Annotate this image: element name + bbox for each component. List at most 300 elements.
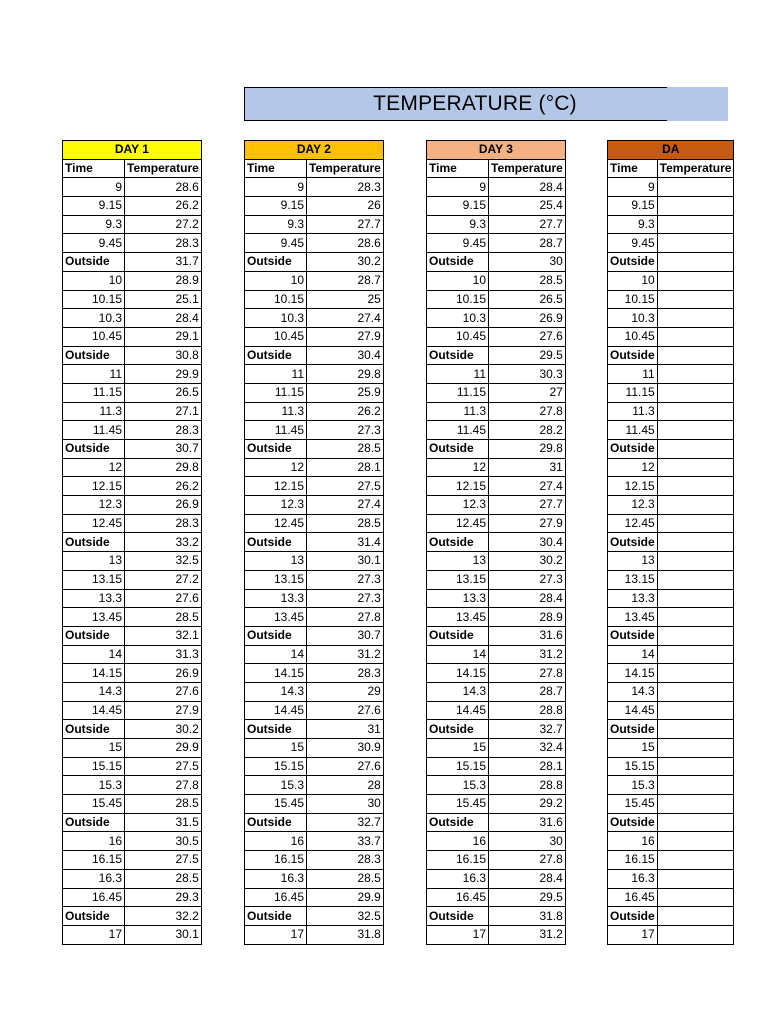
temperature-cell: 27.3 [489, 570, 566, 589]
table-row [63, 720, 202, 739]
time-cell: 15.3 [245, 776, 307, 795]
column-header-row [245, 159, 384, 178]
time-cell: 10.3 [427, 309, 489, 328]
time-cell: 16.3 [608, 869, 658, 888]
table-row [608, 309, 734, 328]
time-cell: 12.15 [63, 477, 125, 496]
temperature-cell: 27.5 [125, 757, 202, 776]
time-cell: 16 [427, 832, 489, 851]
table-row [608, 421, 734, 440]
time-cell: 13.45 [63, 608, 125, 627]
temperature-cell [657, 664, 734, 683]
time-cell: 12 [245, 458, 307, 477]
temperature-cell: 32.2 [125, 907, 202, 926]
table-row [427, 645, 566, 664]
time-cell: 14.3 [63, 682, 125, 701]
table-row [427, 215, 566, 234]
temperature-cell: 27.4 [489, 477, 566, 496]
temperature-cell: 32.4 [489, 739, 566, 758]
time-cell: 16.3 [245, 869, 307, 888]
temperature-cell: 31.5 [125, 813, 202, 832]
table-row [608, 682, 734, 701]
temperature-cell: 29.9 [307, 888, 384, 907]
time-cell: 10 [63, 271, 125, 290]
time-cell: 10.15 [608, 290, 658, 309]
time-cell: 13.45 [427, 608, 489, 627]
day-1-table-container [62, 140, 202, 945]
temperature-cell: 32.5 [307, 907, 384, 926]
table-row [608, 851, 734, 870]
temperature-cell [657, 346, 734, 365]
table-row [427, 514, 566, 533]
outside-label-cell: Outside [245, 533, 307, 552]
temperature-cell [657, 888, 734, 907]
temperature-cell [657, 869, 734, 888]
temperature-cell [657, 907, 734, 926]
time-cell: 16.45 [245, 888, 307, 907]
temperature-cell: 26.5 [125, 383, 202, 402]
time-cell: 16.45 [608, 888, 658, 907]
time-cell: 9 [63, 178, 125, 197]
temperature-cell: 29.5 [489, 888, 566, 907]
table-row [608, 477, 734, 496]
table-row [63, 869, 202, 888]
temperature-cell: 27.6 [125, 682, 202, 701]
time-cell: 9.3 [608, 215, 658, 234]
time-cell: 13 [63, 552, 125, 571]
time-cell: 11.15 [245, 383, 307, 402]
outside-label-cell: Outside [608, 533, 658, 552]
table-row [63, 496, 202, 515]
table-row [245, 776, 384, 795]
time-cell: 9.3 [63, 215, 125, 234]
temperature-cell: 29.9 [125, 739, 202, 758]
temperature-cell: 28.5 [125, 608, 202, 627]
temperature-cell: 28.3 [307, 178, 384, 197]
table-row [608, 552, 734, 571]
temperature-cell: 30.2 [307, 253, 384, 272]
temperature-cell: 28.8 [489, 701, 566, 720]
time-cell: 14 [427, 645, 489, 664]
time-cell: 14.3 [245, 682, 307, 701]
table-row [63, 440, 202, 459]
table-row [427, 383, 566, 402]
temperature-cell: 28.5 [307, 514, 384, 533]
table-row [427, 907, 566, 926]
table-row [63, 514, 202, 533]
time-cell: 12 [63, 458, 125, 477]
temperature-cell [657, 832, 734, 851]
temperature-cell [657, 178, 734, 197]
temperature-cell [657, 309, 734, 328]
time-cell: 17 [63, 925, 125, 944]
outside-label-cell: Outside [608, 253, 658, 272]
table-row [63, 253, 202, 272]
temperature-cell: 28.9 [489, 608, 566, 627]
table-row [427, 496, 566, 515]
temperature-cell: 28 [307, 776, 384, 795]
table-row [427, 664, 566, 683]
time-cell: 13.3 [63, 589, 125, 608]
day-header-row [427, 141, 566, 160]
day-2-table-container [244, 140, 384, 945]
time-column-header: Time [245, 159, 307, 178]
time-cell: 11 [427, 365, 489, 384]
time-cell: 10.45 [608, 327, 658, 346]
temperature-cell: 25.4 [489, 197, 566, 216]
temperature-cell: 25.1 [125, 290, 202, 309]
outside-label-cell: Outside [63, 813, 125, 832]
table-row [63, 645, 202, 664]
temperature-cell: 27.7 [489, 215, 566, 234]
temperature-cell [657, 645, 734, 664]
time-cell: 13.15 [63, 570, 125, 589]
temperature-column-header: Temperature [489, 159, 566, 178]
time-cell: 9.45 [427, 234, 489, 253]
temperature-cell: 28.4 [125, 309, 202, 328]
table-row [245, 514, 384, 533]
table-row [63, 290, 202, 309]
table-row [608, 346, 734, 365]
table-row [245, 608, 384, 627]
temperature-cell: 31.3 [125, 645, 202, 664]
temperature-cell: 28.5 [307, 440, 384, 459]
temperature-cell [657, 458, 734, 477]
day-3-table [426, 140, 566, 945]
table-row [427, 533, 566, 552]
table-row [245, 645, 384, 664]
table-row [245, 365, 384, 384]
temperature-cell: 27.8 [125, 776, 202, 795]
temperature-cell [657, 253, 734, 272]
temperature-cell: 32.7 [307, 813, 384, 832]
outside-label-cell: Outside [245, 440, 307, 459]
table-row [427, 757, 566, 776]
time-cell: 15.45 [245, 795, 307, 814]
temperature-cell [657, 440, 734, 459]
day-1-table [62, 140, 202, 945]
temperature-cell: 28.3 [307, 851, 384, 870]
temperature-cell: 27.5 [125, 851, 202, 870]
time-cell: 9.15 [608, 197, 658, 216]
time-cell: 17 [608, 925, 658, 944]
day-header-cell: DAY 2 [245, 141, 384, 160]
temperature-cell: 28.7 [307, 271, 384, 290]
table-row [608, 402, 734, 421]
table-row [608, 271, 734, 290]
outside-label-cell: Outside [63, 907, 125, 926]
time-cell: 12.15 [427, 477, 489, 496]
temperature-cell: 27.6 [307, 757, 384, 776]
time-cell: 12.45 [63, 514, 125, 533]
outside-label-cell: Outside [63, 533, 125, 552]
table-row [63, 402, 202, 421]
time-cell: 11.15 [63, 383, 125, 402]
time-cell: 14.15 [427, 664, 489, 683]
temperature-cell [657, 739, 734, 758]
table-row [608, 290, 734, 309]
table-row [427, 720, 566, 739]
outside-label-cell: Outside [427, 533, 489, 552]
temperature-column-header: Temperature [307, 159, 384, 178]
title-bar-extension [667, 87, 728, 121]
outside-label-cell: Outside [427, 720, 489, 739]
time-cell: 13.15 [245, 570, 307, 589]
table-row [63, 533, 202, 552]
table-row [427, 440, 566, 459]
day-header-row [245, 141, 384, 160]
table-row [608, 570, 734, 589]
table-row [63, 234, 202, 253]
time-cell: 16.45 [63, 888, 125, 907]
temperature-cell [657, 813, 734, 832]
temperature-cell: 28.9 [125, 271, 202, 290]
table-row [63, 664, 202, 683]
table-row [245, 253, 384, 272]
temperature-cell [657, 701, 734, 720]
temperature-cell: 27.8 [489, 851, 566, 870]
time-cell: 14.45 [608, 701, 658, 720]
time-cell: 14 [63, 645, 125, 664]
temperature-cell: 31.2 [307, 645, 384, 664]
temperature-cell: 27.2 [125, 570, 202, 589]
time-cell: 15 [63, 739, 125, 758]
temperature-cell [657, 197, 734, 216]
time-cell: 14.3 [427, 682, 489, 701]
table-row [427, 869, 566, 888]
temperature-cell [657, 608, 734, 627]
table-row [63, 888, 202, 907]
time-cell: 9 [427, 178, 489, 197]
table-row [608, 664, 734, 683]
temperature-cell: 28.7 [489, 234, 566, 253]
time-cell: 10.3 [245, 309, 307, 328]
temperature-cell [657, 496, 734, 515]
temperature-cell: 27.3 [307, 421, 384, 440]
table-row [63, 608, 202, 627]
table-row [63, 851, 202, 870]
table-row [608, 365, 734, 384]
table-row [245, 234, 384, 253]
temperature-cell: 27.4 [307, 309, 384, 328]
temperature-cell [657, 477, 734, 496]
time-cell: 14.15 [63, 664, 125, 683]
time-cell: 9.45 [245, 234, 307, 253]
day-header-cell: DA [608, 141, 734, 160]
table-row [608, 383, 734, 402]
table-row [245, 440, 384, 459]
table-row [427, 832, 566, 851]
table-row [245, 458, 384, 477]
temperature-cell: 27.9 [307, 327, 384, 346]
time-cell: 10.3 [63, 309, 125, 328]
temperature-cell [657, 365, 734, 384]
table-row [63, 327, 202, 346]
temperature-cell: 27.8 [489, 664, 566, 683]
outside-label-cell: Outside [427, 813, 489, 832]
table-row [427, 701, 566, 720]
temperature-cell: 27.8 [307, 608, 384, 627]
time-cell: 12.45 [608, 514, 658, 533]
outside-label-cell: Outside [608, 907, 658, 926]
temperature-cell: 28.3 [125, 421, 202, 440]
table-row [608, 327, 734, 346]
temperature-cell: 30 [489, 832, 566, 851]
table-row [245, 402, 384, 421]
time-cell: 11.45 [608, 421, 658, 440]
temperature-cell: 28.3 [125, 234, 202, 253]
time-cell: 11.45 [245, 421, 307, 440]
temperature-cell: 27.1 [125, 402, 202, 421]
time-cell: 14.15 [608, 664, 658, 683]
outside-label-cell: Outside [427, 440, 489, 459]
time-cell: 10 [608, 271, 658, 290]
temperature-cell [657, 290, 734, 309]
table-row [245, 477, 384, 496]
table-row [63, 907, 202, 926]
table-row [427, 795, 566, 814]
table-row [63, 365, 202, 384]
temperature-cell: 30.1 [125, 925, 202, 944]
table-row [63, 309, 202, 328]
table-row [63, 271, 202, 290]
table-row [608, 907, 734, 926]
time-cell: 13.15 [608, 570, 658, 589]
time-cell: 15.3 [63, 776, 125, 795]
table-row [608, 178, 734, 197]
time-cell: 10.15 [63, 290, 125, 309]
time-cell: 17 [245, 925, 307, 944]
table-row [608, 533, 734, 552]
table-row [427, 178, 566, 197]
temperature-cell: 27.5 [307, 477, 384, 496]
table-row [245, 664, 384, 683]
table-row [245, 832, 384, 851]
table-row [608, 253, 734, 272]
time-cell: 11.15 [427, 383, 489, 402]
time-cell: 14.15 [245, 664, 307, 683]
temperature-cell: 27.3 [307, 589, 384, 608]
table-row [427, 253, 566, 272]
table-row [245, 197, 384, 216]
time-cell: 11.3 [608, 402, 658, 421]
time-cell: 9.15 [63, 197, 125, 216]
table-row [245, 290, 384, 309]
temperature-cell: 31.8 [307, 925, 384, 944]
temperature-cell: 28.4 [489, 869, 566, 888]
time-cell: 15.15 [63, 757, 125, 776]
time-cell: 10.45 [245, 327, 307, 346]
table-row [427, 346, 566, 365]
temperature-cell [657, 421, 734, 440]
temperature-cell [657, 327, 734, 346]
temperature-cell: 27.6 [307, 701, 384, 720]
time-cell: 14.45 [245, 701, 307, 720]
table-row [608, 589, 734, 608]
table-row [427, 813, 566, 832]
table-row [608, 739, 734, 758]
table-row [427, 739, 566, 758]
temperature-cell: 28.5 [489, 271, 566, 290]
time-cell: 9.3 [427, 215, 489, 234]
table-row [427, 197, 566, 216]
temperature-cell: 29.2 [489, 795, 566, 814]
temperature-cell: 30.5 [125, 832, 202, 851]
table-row [63, 383, 202, 402]
table-row [63, 701, 202, 720]
time-cell: 12.15 [608, 477, 658, 496]
table-row [608, 626, 734, 645]
outside-label-cell: Outside [63, 626, 125, 645]
time-cell: 12.3 [427, 496, 489, 515]
table-row [245, 178, 384, 197]
temperature-column-header: Temperature [125, 159, 202, 178]
time-cell: 9.45 [63, 234, 125, 253]
temperature-cell: 29 [307, 682, 384, 701]
time-column-header: Time [608, 159, 658, 178]
temperature-cell: 27 [489, 383, 566, 402]
table-row [63, 178, 202, 197]
temperature-cell: 28.2 [489, 421, 566, 440]
outside-label-cell: Outside [608, 626, 658, 645]
outside-label-cell: Outside [427, 346, 489, 365]
time-cell: 14 [608, 645, 658, 664]
table-row [63, 682, 202, 701]
temperature-cell [657, 271, 734, 290]
temperature-cell: 29.8 [307, 365, 384, 384]
table-row [245, 701, 384, 720]
temperature-cell: 27.7 [307, 215, 384, 234]
temperature-cell: 33.2 [125, 533, 202, 552]
time-cell: 16 [63, 832, 125, 851]
time-cell: 13.3 [245, 589, 307, 608]
table-row [427, 402, 566, 421]
time-cell: 14.3 [608, 682, 658, 701]
time-cell: 11 [63, 365, 125, 384]
table-row [245, 327, 384, 346]
time-cell: 12 [427, 458, 489, 477]
temperature-cell: 28.5 [125, 869, 202, 888]
outside-label-cell: Outside [427, 253, 489, 272]
title-bar [244, 87, 667, 121]
temperature-cell: 26.5 [489, 290, 566, 309]
table-row [608, 458, 734, 477]
table-row [245, 533, 384, 552]
time-cell: 15 [608, 739, 658, 758]
day-3-table-container [426, 140, 566, 945]
time-cell: 9.15 [245, 197, 307, 216]
temperature-cell [657, 570, 734, 589]
temperature-cell [657, 514, 734, 533]
table-row [427, 365, 566, 384]
time-cell: 10.45 [427, 327, 489, 346]
day-header-cell: DAY 1 [63, 141, 202, 160]
time-cell: 13.45 [245, 608, 307, 627]
temperature-cell: 31 [489, 458, 566, 477]
table-row [608, 832, 734, 851]
table-row [608, 720, 734, 739]
temperature-cell: 28.7 [489, 682, 566, 701]
table-row [245, 215, 384, 234]
table-row [63, 570, 202, 589]
time-cell: 10.15 [245, 290, 307, 309]
table-row [427, 682, 566, 701]
temperature-cell: 26.2 [125, 197, 202, 216]
temperature-cell: 27.9 [489, 514, 566, 533]
table-row [245, 570, 384, 589]
temperature-cell [657, 851, 734, 870]
temperature-cell [657, 682, 734, 701]
